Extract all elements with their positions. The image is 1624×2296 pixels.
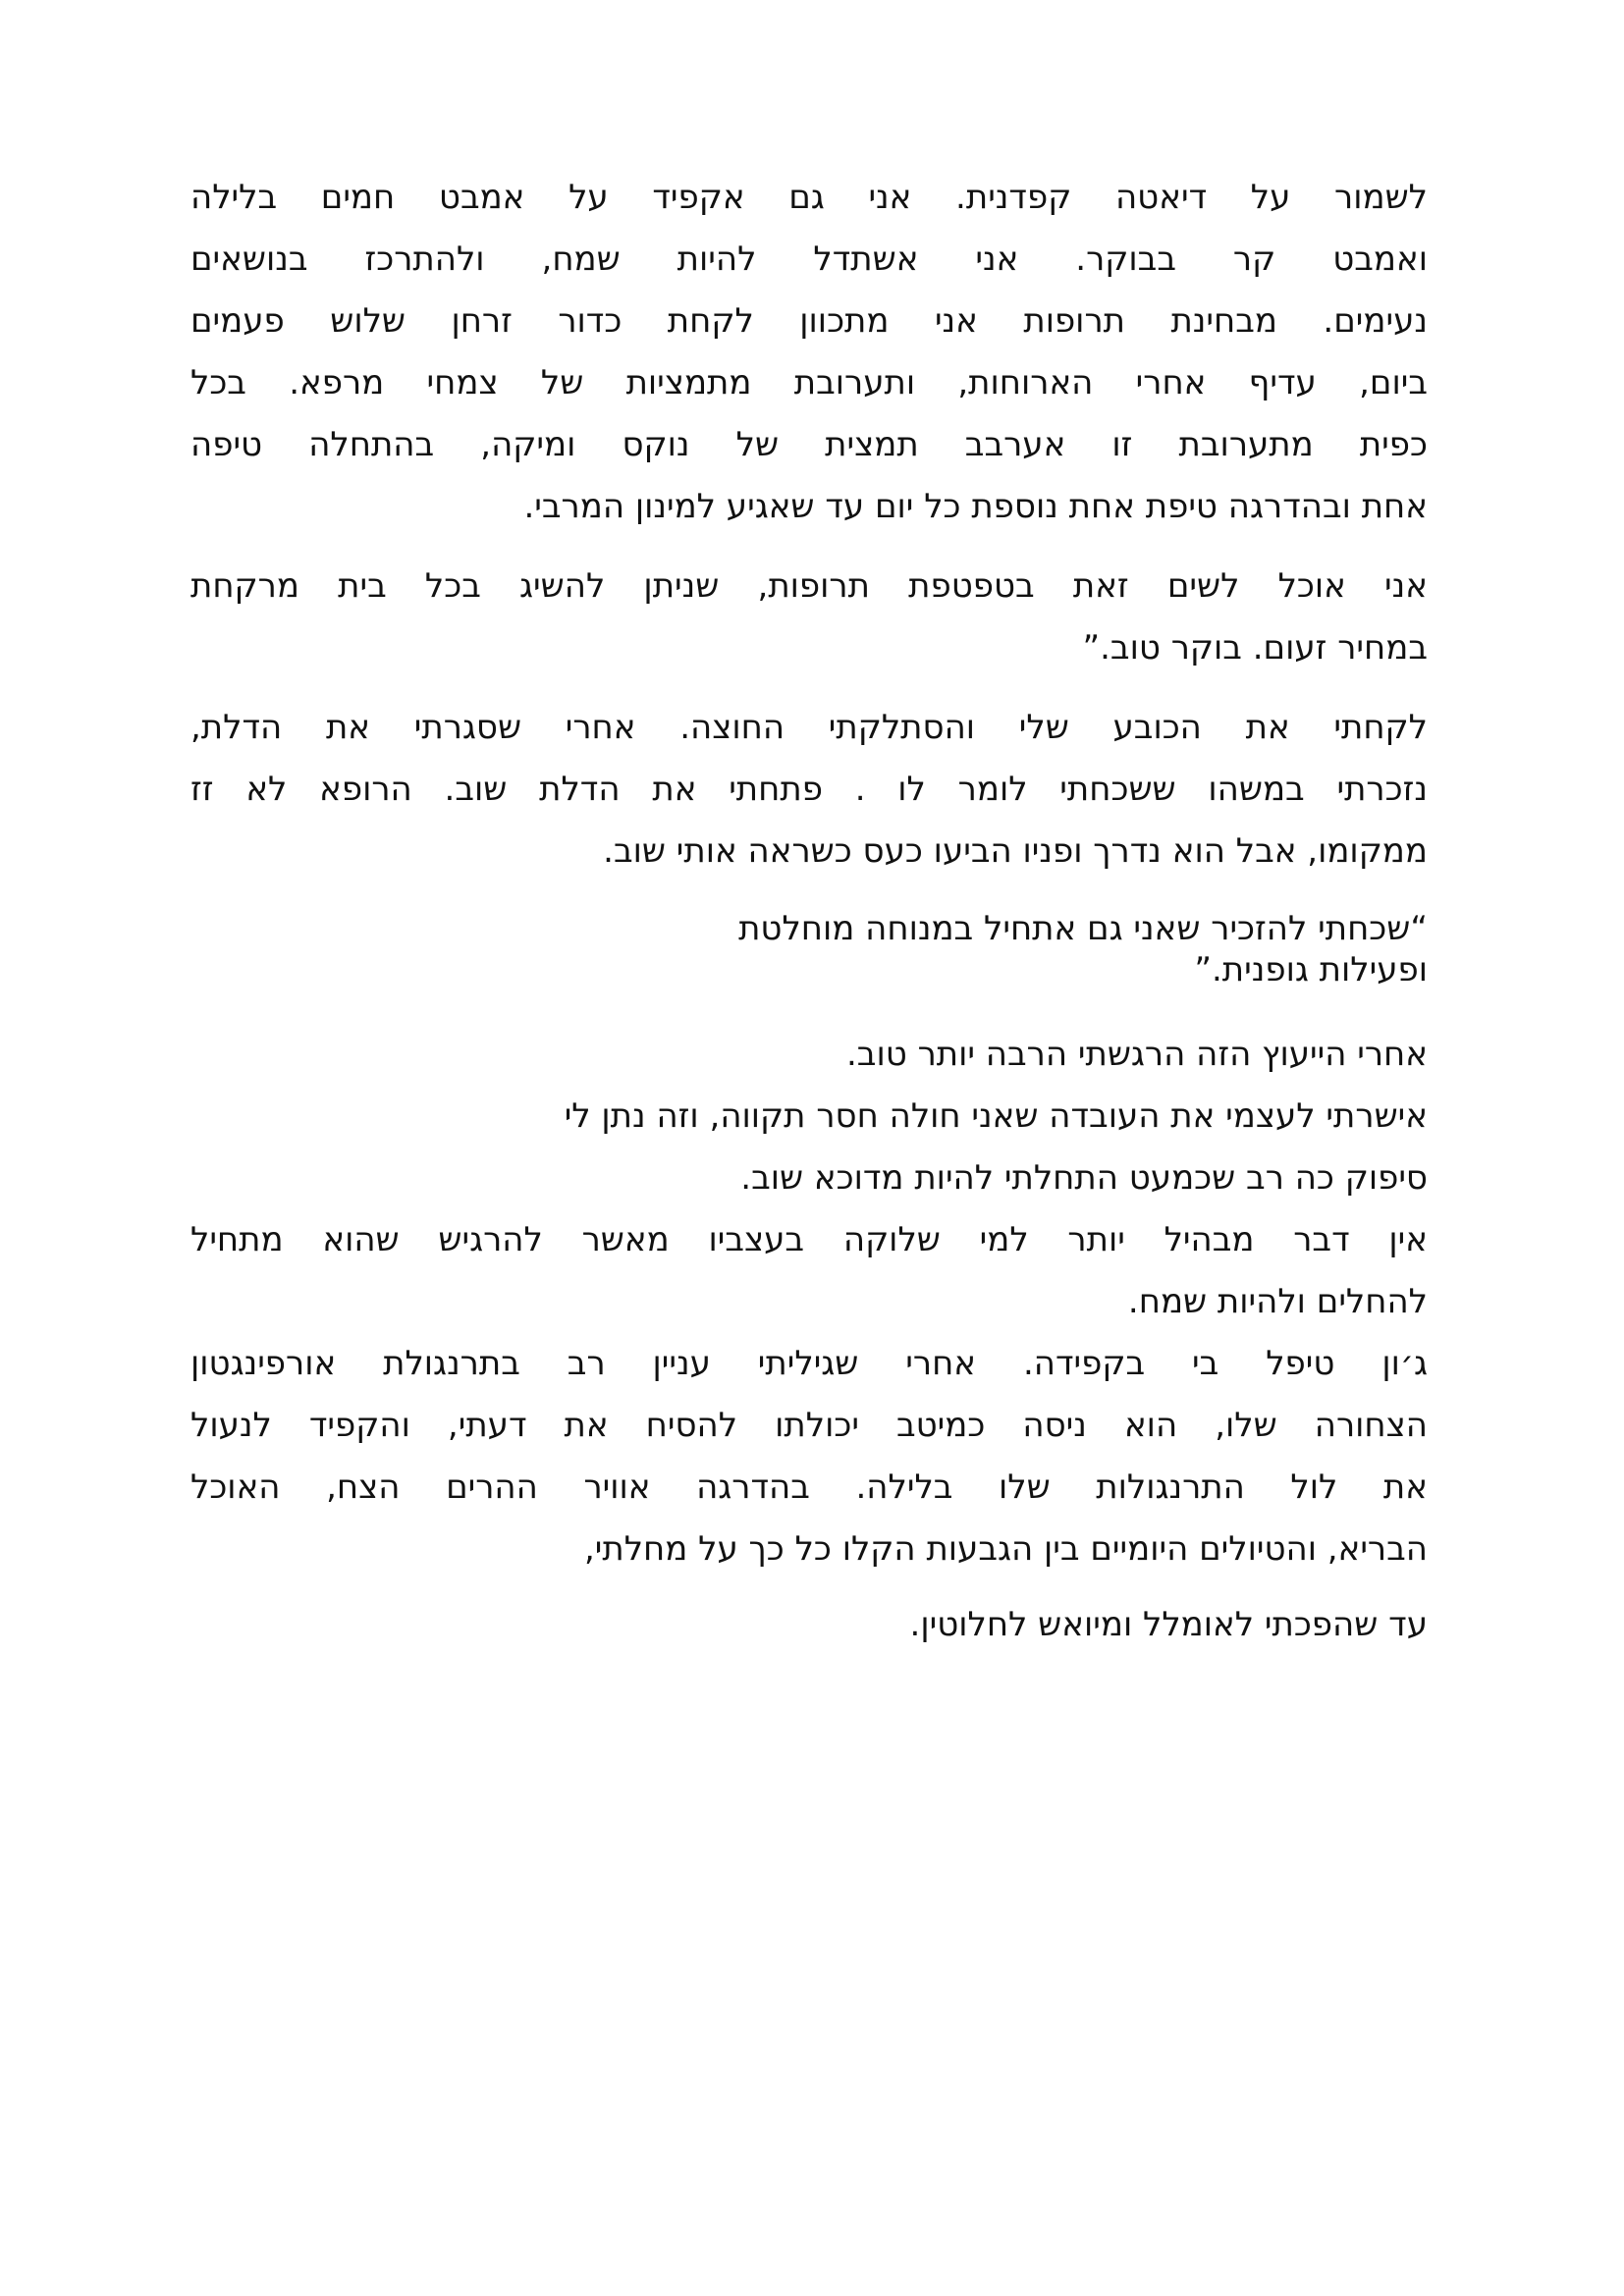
text-line: נעימים. מבחינת תרופות אני מתכוון לקחת כדור זרחן שלוש פעמים — [190, 301, 1428, 341]
text-line: ממקומו, אבל הוא נדרך ופניו הביעו כעס כשראה אותי שוב. — [603, 831, 1428, 871]
text-line: לשמור על דיאטה קפדנית. אני גם אקפיד על אמבט חמים בלילה — [190, 178, 1428, 217]
quote-paragraph — [190, 908, 1428, 990]
document-text — [190, 167, 1428, 1656]
quote-line: ופעילות גופנית.” — [1194, 950, 1428, 989]
text-line: נזכרתי במשהו ששכחתי לומר לו . פתחתי את הדלת שוב. הרופא לא זז — [190, 770, 1428, 809]
paragraph-2 — [190, 556, 1428, 679]
quote-line: “שכחתי להזכיר שאני גם אתחיל במנוחה מוחלטת — [738, 909, 1428, 948]
text-line: סיפוק כה רב שכמעט התחלתי להיות מדוכא שוב. — [740, 1158, 1428, 1198]
paragraph-1 — [190, 167, 1428, 538]
text-line: הצחורה שלו, הוא ניסה כמיטב יכולתו להסיח את דעתי, והקפיד לנעול — [190, 1406, 1428, 1445]
paragraph-5 — [190, 1024, 1428, 1580]
text-line: אחת ובהדרגה טיפת אחת נוספת כל יום עד שאגיע למינון המרבי. — [523, 487, 1428, 526]
text-line: אחרי הייעוץ הזה הרגשתי הרבה יותר טוב. — [846, 1035, 1428, 1074]
text-line: עד שהפכתי לאומלל ומיואש לחלוטין. — [909, 1605, 1428, 1644]
text-line: לקחתי את הכובע שלי והסתלקתי החוצה. אחרי שסגרתי את הדלת, — [190, 708, 1428, 747]
text-line: ג׳ון טיפל בי בקפידה. אחרי שגיליתי עניין רב בתרנגולת אורפינגטון — [190, 1344, 1428, 1383]
text-line: אישרתי לעצמי את העובדה שאני חולה חסר תקווה, וזה נתן לי — [564, 1096, 1428, 1136]
text-line: אני אוכל לשים זאת בטפטפת תרופות, שניתן להשיג בכל בית מרקחת — [190, 566, 1428, 606]
text-line: להחלים ולהיות שמח. — [1127, 1282, 1428, 1321]
text-line: ביום, עדיף אחרי הארוחות, ותערובת מתמציות של צמחי מרפא. בכל — [190, 363, 1428, 402]
text-line: ואמבט קר בבוקר. אני אשתדל להיות שמח, ולהתרכז בנושאים — [190, 240, 1428, 279]
text-line: במחיר זעום. בוקר טוב.” — [1082, 628, 1428, 667]
paragraph-3 — [190, 697, 1428, 882]
paragraph-6 — [190, 1594, 1428, 1656]
text-line: הבריא, והטיולים היומיים בין הגבעות הקלו כל כך על מחלתי, — [583, 1529, 1428, 1569]
text-line: כפית מתערובת זו אערבב תמצית של נוקס ומיקה, בהתחלה טיפה — [190, 425, 1428, 464]
text-line: אין דבר מבהיל יותר למי שלוקה בעצביו מאשר להרגיש שהוא מתחיל — [190, 1220, 1428, 1259]
text-line: את לול התרנגולות שלו בלילה. בהדרגה אוויר ההרים הצח, האוכל — [190, 1468, 1428, 1507]
